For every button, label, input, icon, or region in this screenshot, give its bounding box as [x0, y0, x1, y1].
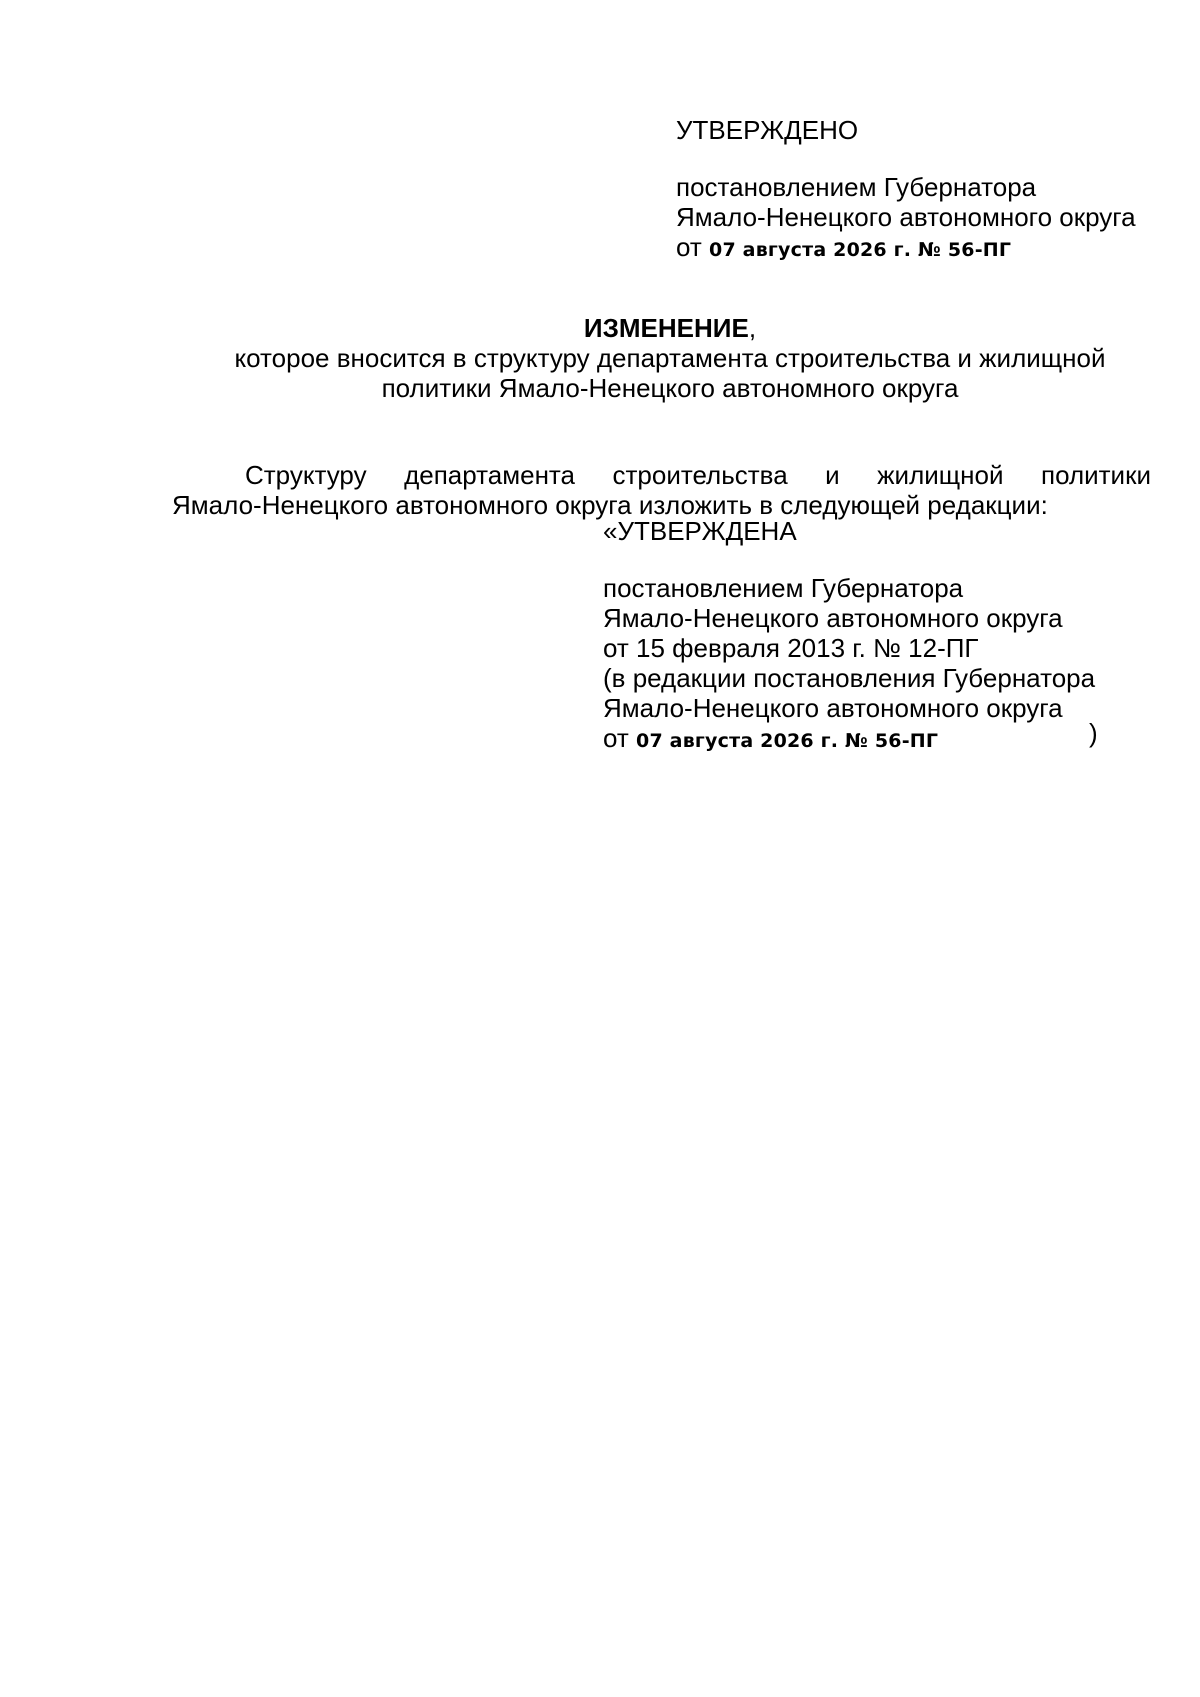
approval-stamp-top — [676, 115, 1136, 265]
approval-line-2: Ямало-Ненецкого автономного округа — [676, 202, 1136, 232]
date-value: 07 августа 2026 г. № 56-ПГ — [636, 730, 939, 752]
body-word: департамента — [404, 460, 575, 490]
approval-date-line — [603, 723, 1095, 756]
approval-line-1: постановлением Губернатора — [603, 573, 964, 603]
body-word: жилищной — [877, 460, 1004, 490]
date-value: 07 августа 2026 г. № 56-ПГ — [709, 239, 1012, 261]
body-word: политики — [1040, 460, 1151, 490]
date-prefix: от — [676, 232, 702, 262]
body-word: и — [825, 460, 840, 490]
approval-line-2: Ямало-Ненецкого автономного округа — [603, 603, 1063, 633]
title-line-1 — [160, 313, 1180, 343]
body-word: строительства — [612, 460, 788, 490]
approval-heading: УТВЕРЖДЕНО — [676, 115, 859, 145]
approval-line-5: Ямало-Ненецкого автономного округа — [603, 693, 1063, 723]
title-line-2: которое вносится в структуру департамента строительства и жилищной — [234, 343, 1106, 373]
approval-line-1: постановлением Губернатора — [676, 172, 1037, 202]
approval-stamp-second — [603, 516, 1095, 756]
title-bold: ИЗМЕНЕНИЕ — [583, 313, 749, 343]
title-line-3: политики Ямало-Ненецкого автономного округа — [381, 373, 959, 403]
approval-heading: «УТВЕРЖДЕНА — [603, 516, 797, 546]
closing-parenthesis: ) — [1089, 718, 1098, 748]
document-title — [160, 313, 1180, 403]
body-line-1 — [172, 460, 1151, 490]
body-word: Структуру — [245, 460, 367, 490]
title-comma: , — [748, 313, 757, 343]
date-prefix: от — [603, 723, 629, 753]
approval-date-line — [676, 232, 1136, 265]
body-line-2: Ямало-Ненецкого автономного округа изложить в следующей редакции: — [172, 490, 1048, 520]
body-paragraph — [172, 460, 1151, 520]
approval-line-3: от 15 февраля 2013 г. № 12-ПГ — [603, 633, 979, 663]
approval-line-4: (в редакции постановления Губернатора — [603, 663, 1096, 693]
